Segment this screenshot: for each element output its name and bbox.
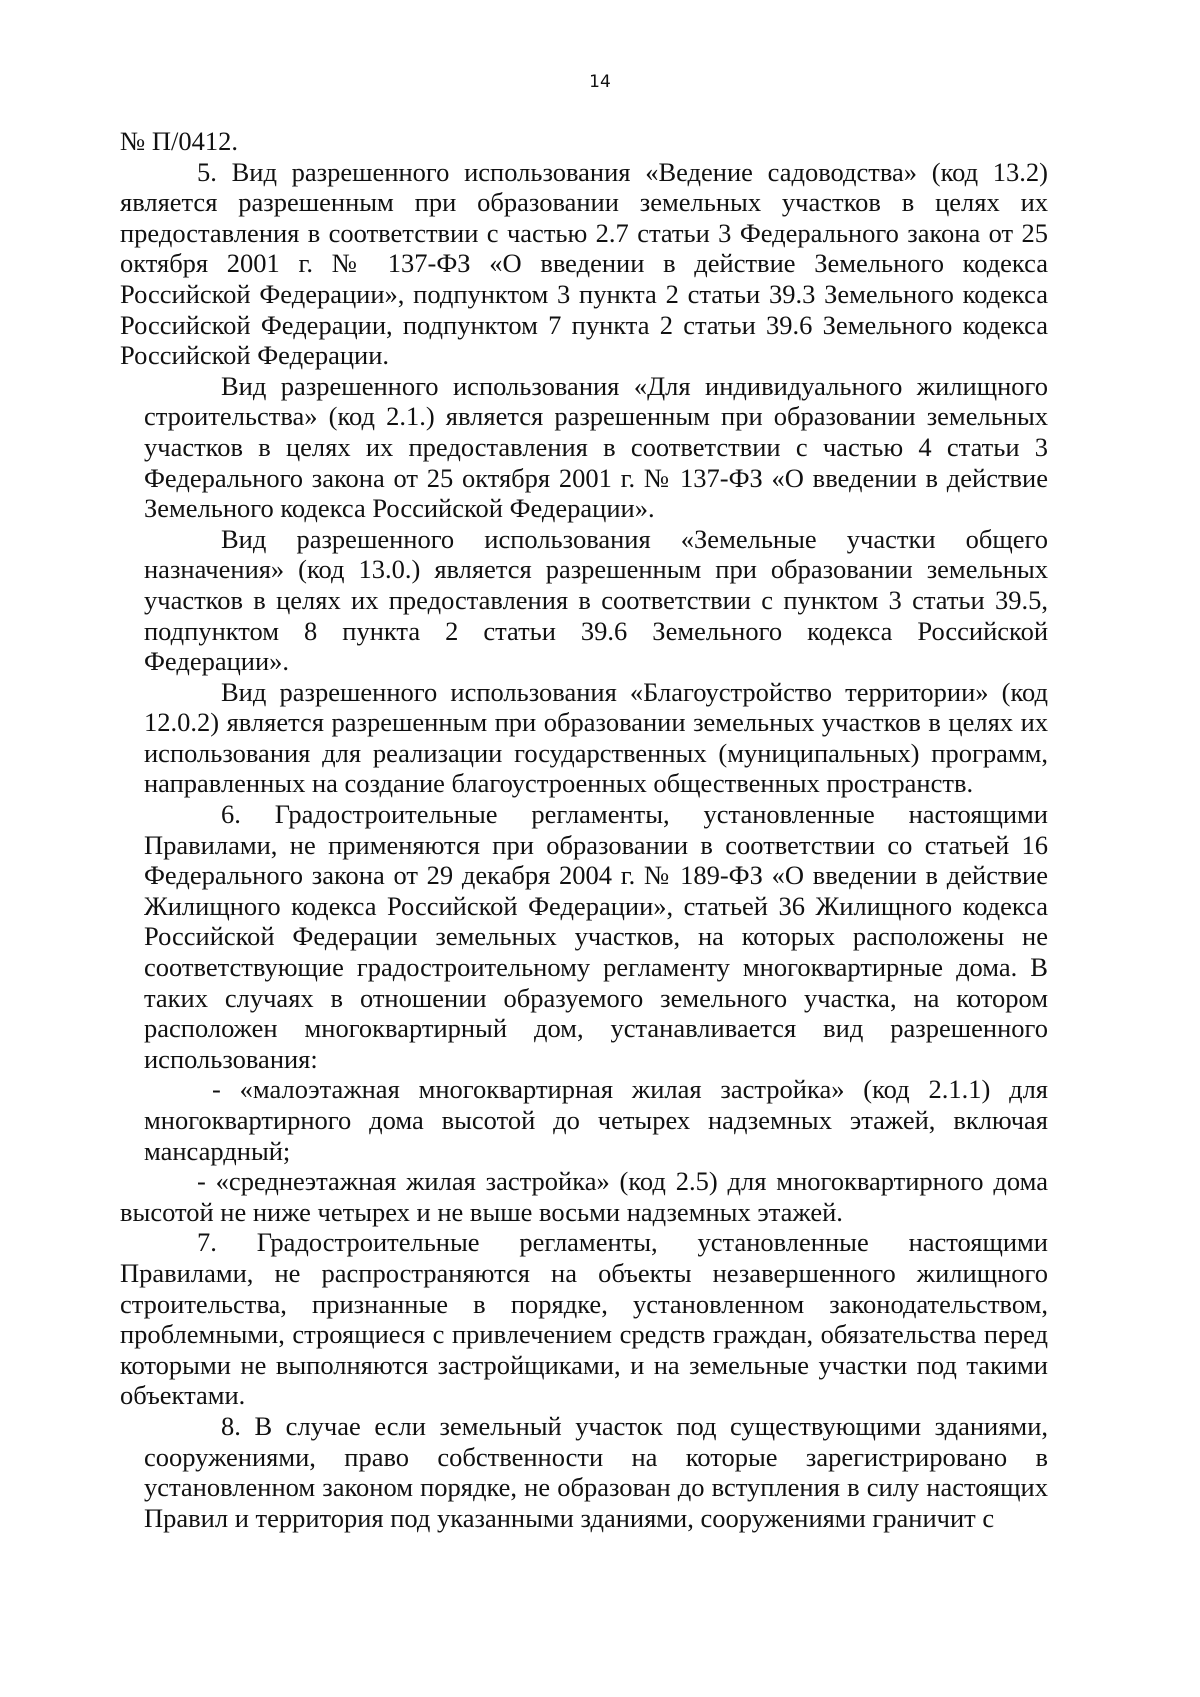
paragraph-item-7: 7. Градостроительные регламенты, установленные настоящими Правилами, не распространяются на объекты незавершенного жилищного строительства, признанные в порядке, установленном законодательством, проблемными, строящиеся с привлечением средств граждан, обязательства перед которыми не выполняются застройщиками, и на земельные участки под такими объектами. <box>120 1227 1048 1411</box>
paragraph-item-8: 8. В случае если земельный участок под существующими зданиями, сооружениями, право собственности на которые зарегистрировано в установленном законом порядке, не образован до вступления в силу настоящих Правил и территория под указанными зданиями, сооружениями граничит с <box>144 1410 1048 1533</box>
list-item-mid-rise: - «среднеэтажная жилая застройка» (код 2.5) для многоквартирного дома высотой не ниже четырех и не выше восьми надземных этажей. <box>120 1166 1048 1227</box>
paragraph-reference-continuation: № П/0412. <box>120 126 239 156</box>
paragraph-item-5: 5. Вид разрешенного использования «Ведение садоводства» (код 13.2) является разрешенным при образовании земельных участков в целях их предоставления в соответствии с частью 2.7 статьи 3 Федерального закона от 25 октября 2001 г. № 137-ФЗ «О введении в действие Земельного кодекса Российской Федерации», подпунктом 3 пункта 2 статьи 39.3 Земельного кодекса Российской Федерации, подпунктом 7 пункта 2 статьи 39.6 Земельного кодекса Российской Федерации. <box>120 156 1048 371</box>
paragraph-landscaping: Вид разрешенного использования «Благоустройство территории» (код 12.0.2) является разрешенным при образовании земельных участков в целях их использования для реализации государственных (муниципальных) программ, направленных на создание благоустроенных общественных пространств. <box>144 676 1048 799</box>
paragraph-individual-housing: Вид разрешенного использования «Для индивидуального жилищного строительства» (код 2.1.) является разрешенным при образовании земельных участков в целях их предоставления в соответствии с частью 4 статьи 3 Федерального закона от 25 октября 2001 г. № 137-ФЗ «О введении в действие Земельного кодекса Российской Федерации». <box>144 370 1048 524</box>
paragraph-item-6: 6. Градостроительные регламенты, установленные настоящими Правилами, не применяются при образовании в соответствии со статьей 16 Федерального закона от 29 декабря 2004 г. № 189-ФЗ «О введении в действие Жилищного кодекса Российской Федерации», статьей 36 Жилищного кодекса Российской Федерации земельных участков, на которых расположены не соответствующие градостроительному регламенту многоквартирные дома. В таких случаях в отношении образуемого земельного участка, на котором расположен многоквартирный дом, устанавливается вид разрешенного использования: <box>144 799 1048 1074</box>
list-item-low-rise: - «малоэтажная многоквартирная жилая застройка» (код 2.1.1) для многоквартирного дома высотой до четырех надземных этажей, включая мансардный; <box>144 1074 1048 1166</box>
page-number: 14 <box>589 72 611 92</box>
document-body <box>120 126 1048 1533</box>
paragraph-common-land: Вид разрешенного использования «Земельные участки общего назначения» (код 13.0.) является разрешенным при образовании земельных участков в целях их предоставления в соответствии с пунктом 3 статьи 39.5, подпунктом 8 пункта 2 статьи 39.6 Земельного кодекса Российской Федерации». <box>144 523 1048 677</box>
